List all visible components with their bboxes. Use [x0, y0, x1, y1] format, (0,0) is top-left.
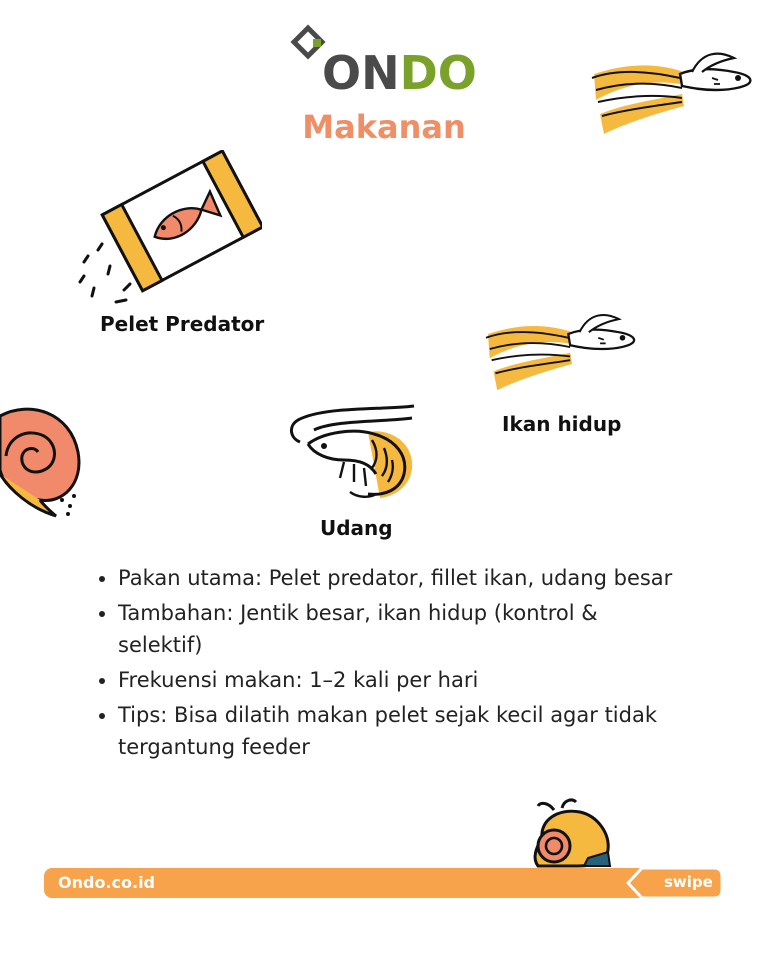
brand-wordmark-do: DO — [399, 46, 477, 100]
list-item: • Frekuensi makan: 1–2 kali per hari — [118, 664, 688, 696]
shrimp-icon — [284, 402, 424, 502]
brand-wordmark-on: ON — [322, 46, 400, 100]
page-title: Makanan — [302, 108, 466, 146]
snail-icon — [0, 400, 90, 524]
guppy-fish-icon — [476, 306, 640, 392]
label-udang: Udang — [320, 516, 393, 540]
snail-icon — [524, 798, 614, 868]
feeding-info-list — [94, 562, 688, 766]
guppy-fish-icon — [584, 44, 754, 136]
label-ikan-hidup: Ikan hidup — [502, 412, 622, 436]
label-pelet-predator: Pelet Predator — [100, 312, 265, 336]
list-item: • Pakan utama: Pelet predator, fillet ikan, udang besar — [118, 562, 688, 594]
list-item: • Tambahan: Jentik besar, ikan hidup (kontrol & selektif) — [118, 597, 688, 661]
fish-food-packet-icon — [72, 150, 262, 310]
brand-logo — [288, 24, 488, 100]
list-item: • Tips: Bisa dilatih makan pelet sejak kecil agar tidak tergantung feeder — [118, 699, 688, 763]
swipe-button[interactable]: swipe — [664, 873, 713, 891]
footer-site-link[interactable]: Ondo.co.id — [58, 873, 156, 892]
brand-wordmark — [322, 48, 477, 98]
